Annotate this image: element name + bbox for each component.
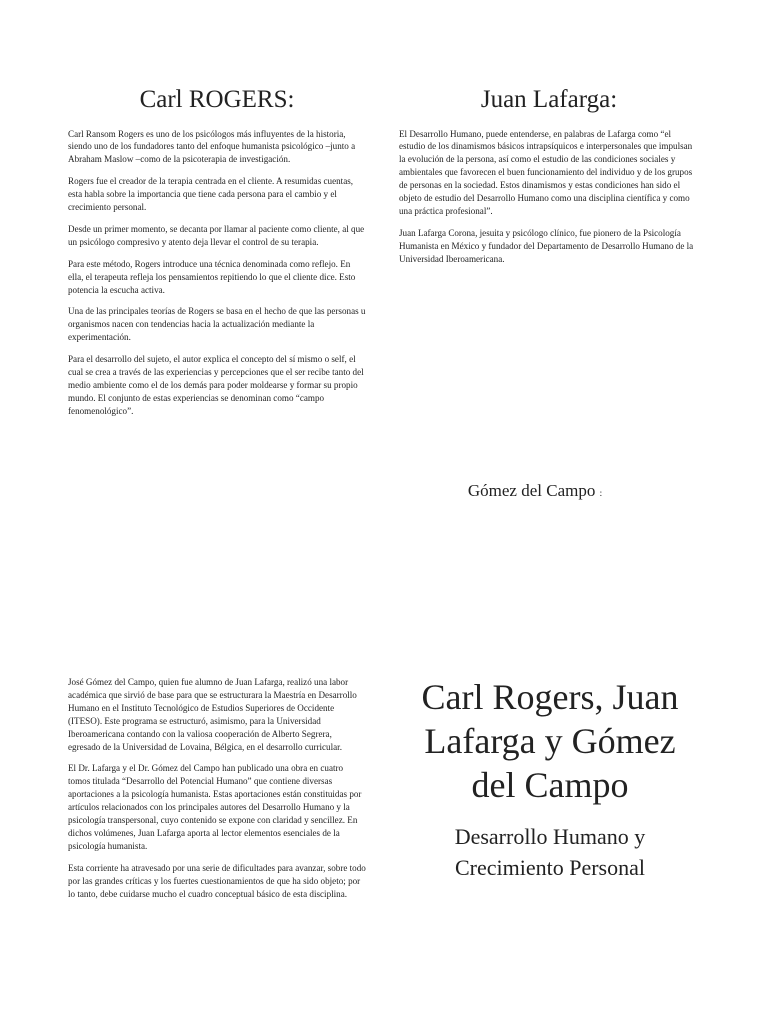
gomez-heading [420, 481, 650, 501]
rogers-paragraph: Para este método, Rogers introduce una técnica denominada como reflejo. En ella, el terapeuta refleja los pensamientos repitiendo lo que el cliente dice. Esto potencia la escucha activa. [68, 258, 356, 295]
cover-subtitle: Desarrollo Humano y Crecimiento Personal [454, 823, 646, 880]
rogers-paragraph: Rogers fue el creador de la terapia centrada en el cliente. A resumidas cuentas, esta habla sobre la importancia que tiene cada persona para el cambio y el crecimiento personal. [68, 176, 354, 213]
gomez-paragraph: Esta corriente ha atravesado por una serie de dificultades para avanzar, sobre todo por las grandes críticas y los fuertes cuestionamientos de que ha sido objeto; por lo tanto, debe cuidarse mucho el cuadro conceptual básico de esta disciplina. [68, 862, 366, 899]
lafarga-paragraph: Juan Lafarga Corona, jesuita y psicólogo clínico, fue pionero de la Psicología Humanista en México y fundador del Departamento de Desarrollo Humano de la Universidad Iberoamericana. [399, 227, 694, 264]
rogers-paragraph: Una de las principales teorías de Rogers se basa en el hecho de que las personas u organismos nacen con tendencias hacia la actualización mediante la experimentación. [68, 306, 366, 343]
lafarga-section [399, 86, 699, 275]
gomez-paragraph: José Gómez del Campo, quien fue alumno de Juan Lafarga, realizó una labor académica que sirvió de base para que se estructurara la Maestría en Desarrollo Humano en el Instituto Tecnológico de Estudios Superiores de Occidente (ITESO). Este programa se estructuró, asimismo, para la Universidad Iberoamericana contando con la valiosa cooperación de Alberto Segrera, egresado de la Universidad de Lovaina, Bélgica, en el desarrollo curricular. [68, 677, 357, 752]
cover-section [400, 676, 700, 883]
rogers-heading: Carl ROGERS: [139, 86, 295, 113]
gomez-heading-text: Gómez del Campo [467, 481, 596, 500]
gomez-heading-colon: : [599, 488, 603, 498]
lafarga-heading: Juan Lafarga: [480, 86, 618, 113]
rogers-paragraph: Carl Ransom Rogers es uno de los psicólogos más influyentes de la historia, siendo uno de los fundadores tanto del enfoque humanista psicológico –junto a Abraham Maslow –como de la psicoterapia de investigación. [68, 128, 356, 165]
cover-title: Carl Rogers, Juan Lafarga y Gómez del Campo [421, 677, 679, 805]
rogers-paragraph: Desde un primer momento, se decanta por llamar al paciente como cliente, al que un psicólogo compresivo y atento deja llevar el control de su terapia. [68, 223, 365, 247]
lafarga-paragraph: El Desarrollo Humano, puede entenderse, en palabras de Lafarga como “el estudio de los dinamismos básicos intrapsíquicos e interpersonales que impulsan la evolución de la persona, así como el estudio de las condiciones sociales y ambientales que favorecen el buen funcionamiento del individuo y de los grupos de personas en la sociedad. Estos dinamismos y estas condiciones han sido el objeto de estudio del Desarrollo Humano como una disciplina científica y como una práctica profesional”. [399, 128, 693, 216]
rogers-section [68, 86, 366, 427]
gomez-paragraph: El Dr. Lafarga y el Dr. Gómez del Campo han publicado una obra en cuatro tomos titulada “Desarrollo del Potencial Humano” que contiene diversas aportaciones a la psicología humanista. Estas aportaciones están constituidas por artículos relacionados con los principales autores del Desarrollo Humano y la psicología transpersonal, cuyo contenido se expone con claridad y sencillez. En dichos volúmenes, Juan Lafarga aporta al lector elementos esenciales de la psicología humanista. [68, 763, 362, 851]
rogers-paragraph: Para el desarrollo del sujeto, el autor explica el concepto del sí mismo o self, el cual se crea a través de las experiencias y percepciones que el ser recibe tanto del medio ambiente como el de los demás para poder moldearse y formar su propio mundo. El conjunto de estas experiencias se denominan como “campo fenomenológico”. [68, 354, 364, 416]
gomez-section [68, 676, 366, 910]
